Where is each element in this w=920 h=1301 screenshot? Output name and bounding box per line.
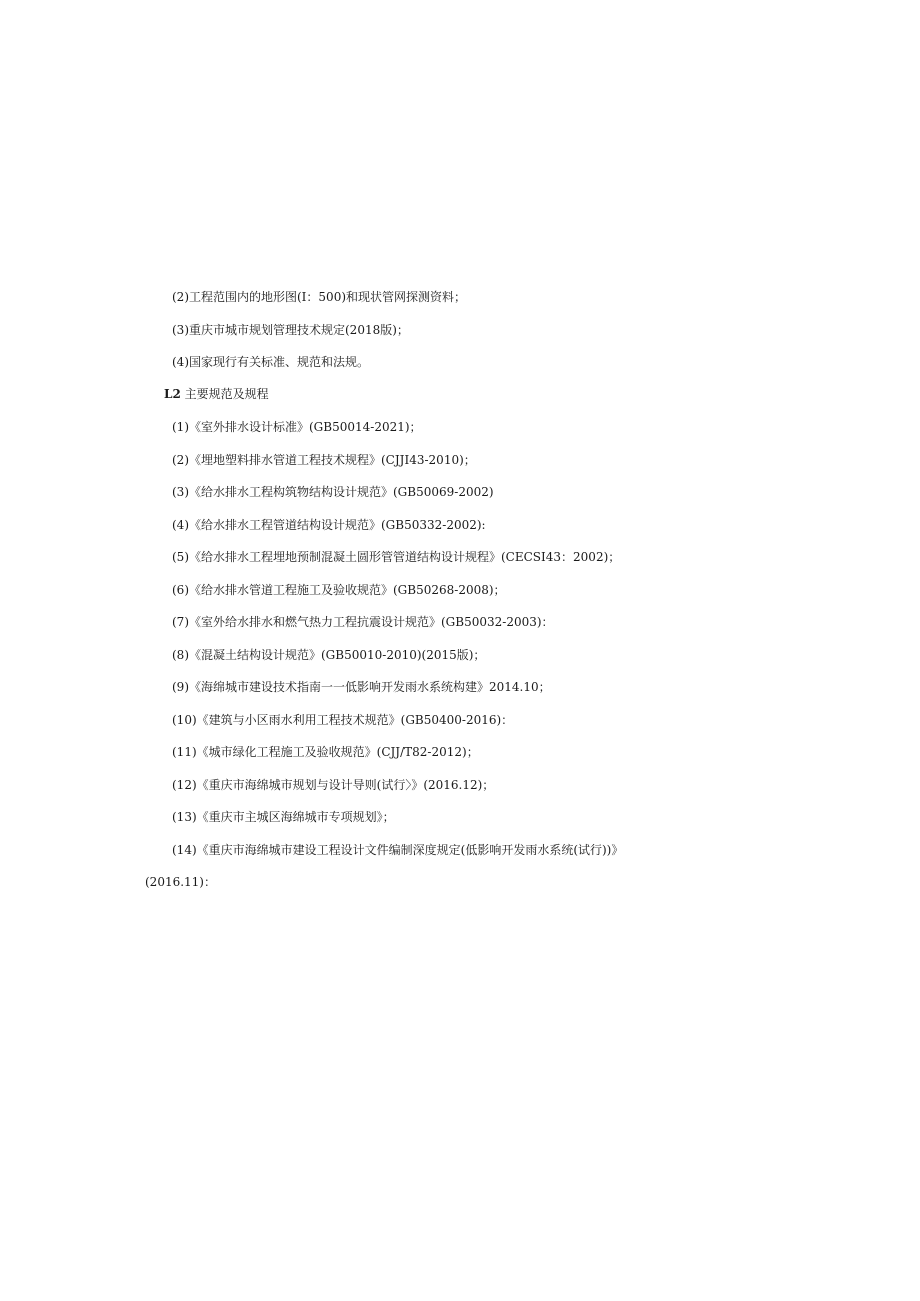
reference-item-6: (6)《给水排水管道工程施工及验收规范》(GB50268-2008)； xyxy=(172,583,506,597)
reference-item-4: (4)《给水排水工程管道结构设计规范》(GB50332-2002): xyxy=(172,518,486,532)
section-title: 主要规范及规程 xyxy=(184,387,269,401)
intro-item-2: (2)工程范围内的地形图(I：500)和现状管网探测资料； xyxy=(172,290,467,304)
reference-item-14: (14)《重庆市海绵城市建设工程设计文件编制深度规定(低影响开发雨水系统(试行))》 xyxy=(172,843,624,857)
intro-item-4: (4)国家现行有关标准、规范和法规。 xyxy=(172,355,369,369)
reference-item-10: (10)《建筑与小区雨水利用工程技术规范》(GB50400-2016)： xyxy=(172,713,514,727)
reference-item-9: (9)《海绵城市建设技术指南一一低影响开发雨水系统构建》2014.10； xyxy=(172,680,551,694)
reference-item-11: (11)《城市绿化工程施工及验收规范》(CJJ/T82-2012)； xyxy=(172,745,479,759)
section-heading xyxy=(164,386,269,402)
reference-item-3: (3)《给水排水工程构筑物结构设计规范》(GB50069-2002) xyxy=(172,485,494,499)
reference-item-8: (8)《混凝土结构设计规范》(GB50010-2010)(2015版)； xyxy=(172,648,486,662)
reference-item-13: (13)《重庆市主城区海绵城市专项规划》； xyxy=(172,810,395,824)
reference-item-5: (5)《给水排水工程埋地预制混凝土圆形管管道结构设计规程》(CECSI43：2002)； xyxy=(172,550,621,564)
reference-item-12: (12)《重庆市海绵城市规划与设计导则(试行〉》(2016.12)； xyxy=(172,778,495,792)
reference-item-1: (1)《室外排水设计标准》(GB50014-2021)； xyxy=(172,420,422,434)
reference-item-14-continuation: (2016.11)： xyxy=(145,875,216,889)
reference-item-7: (7)《室外给水排水和燃气热力工程抗震设计规范》(GB50032-2003)： xyxy=(172,615,554,629)
reference-item-2: (2)《埋地塑料排水管道工程技术规程》(CJJI43-2010)； xyxy=(172,453,476,467)
section-number: L2 xyxy=(164,387,181,401)
intro-item-3: (3)重庆市城市规划管理技术规定(2018版)； xyxy=(172,323,409,337)
